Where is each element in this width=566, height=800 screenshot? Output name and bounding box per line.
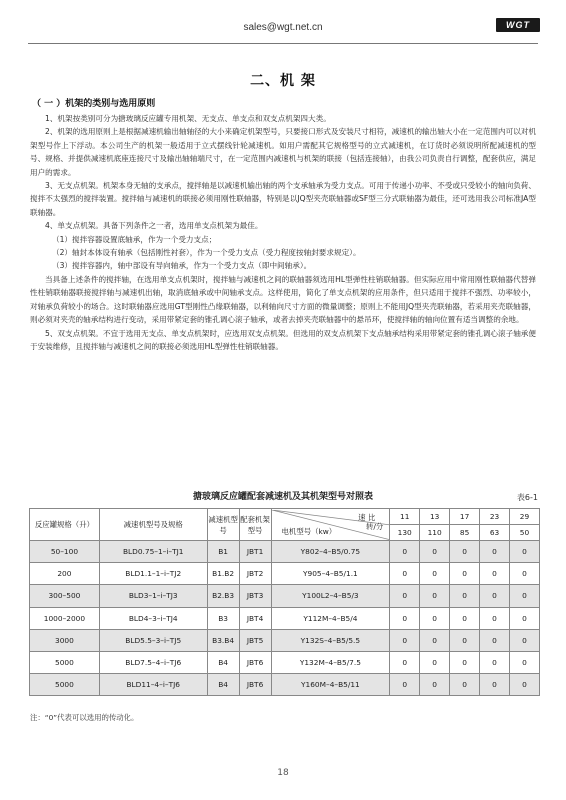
value-cell: 0 bbox=[480, 607, 510, 629]
value-cell: 0 bbox=[480, 629, 510, 651]
tank-cell: 5000 bbox=[30, 651, 100, 673]
reducer-type-cell: B2.B3 bbox=[207, 585, 239, 607]
table-row bbox=[30, 674, 540, 696]
value-cell: 0 bbox=[420, 674, 450, 696]
value-cell: 0 bbox=[390, 541, 420, 563]
section-heading: （ 一 ）机架的类别与选用原则 bbox=[32, 99, 156, 109]
ratio-cell: 17 bbox=[450, 509, 480, 525]
header-ratio: 速 比 bbox=[358, 512, 376, 522]
paragraph: 当具备上述条件的搅拌轴，在选用单支点机架时，搅拌轴与减速机之间的联轴器须选用HL型弹性柱销联轴器。但实际应用中常用刚性联轴器代替弹性柱销联轴器联接搅拌轴与减速机出轴，取消底轴承或中间轴承支点。这样使用，简化了单支点机架的应用条件，但只适用于搅拌不强烈、功率较小，对轴承负荷较小的场合。这时联轴器应选用GT型刚性凸缘联轴器，以利轴向尺寸方面的微量调整；原则上不能用JQ型夹壳联轴器，若采用夹壳联轴器，则必须对夹壳的轴承结构进行变动，采用带紧定套的锥孔调心滚子轴承，或者去掉夹壳联轴器中的悬吊环，使搅拌轴的轴向位置有适当调整的余地。 bbox=[30, 274, 536, 325]
table-row bbox=[30, 607, 540, 629]
condition-item: （2）轴封本体设有轴承（包括刚性衬套），作为一个受力支点（受力程度按轴封要求规定）。 bbox=[52, 248, 361, 258]
value-cell: 0 bbox=[390, 651, 420, 673]
value-cell: 0 bbox=[450, 651, 480, 673]
value-cell: 0 bbox=[390, 563, 420, 585]
page-number: 18 bbox=[277, 768, 289, 778]
motor-cell: Y112M–4–B5/4 bbox=[271, 607, 390, 629]
chapter-title: 二、机 架 bbox=[250, 73, 316, 89]
value-cell: 0 bbox=[390, 674, 420, 696]
frame-selection-table bbox=[29, 508, 540, 696]
reducer-cell: BLD1.1–1–i–TJ2 bbox=[99, 563, 207, 585]
value-cell: 0 bbox=[480, 585, 510, 607]
ratio-cell: 23 bbox=[480, 509, 510, 525]
tank-cell: 1000–2000 bbox=[30, 607, 100, 629]
speed-cell: 110 bbox=[420, 525, 450, 541]
value-cell: 0 bbox=[420, 629, 450, 651]
value-cell: 0 bbox=[510, 607, 540, 629]
value-cell: 0 bbox=[510, 585, 540, 607]
condition-item: （3）搅拌容器内，轴中部设有导向轴承，作为一个受力支点（即中间轴承）。 bbox=[52, 261, 312, 271]
condition-item: （1）搅拌容器设置底轴承，作为一个受力支点； bbox=[52, 234, 217, 244]
value-cell: 0 bbox=[420, 607, 450, 629]
table-row bbox=[30, 541, 540, 563]
paragraph: 1、机架按类别可分为搪玻璃反应罐专用机架、无支点、单支点和双支点机架四大类。 bbox=[45, 114, 331, 123]
reducer-cell: BLD3–1–i–TJ3 bbox=[99, 585, 207, 607]
value-cell: 0 bbox=[450, 541, 480, 563]
value-cell: 0 bbox=[390, 607, 420, 629]
value-cell: 0 bbox=[510, 651, 540, 673]
frame-cell: JBT4 bbox=[239, 607, 271, 629]
header-motor: 电机型号（kw） bbox=[281, 526, 337, 536]
frame-cell: JBT2 bbox=[239, 563, 271, 585]
speed-cell: 130 bbox=[390, 525, 420, 541]
ratio-cell: 13 bbox=[420, 509, 450, 525]
header-tank-size: 反应罐规格（升） bbox=[30, 509, 100, 541]
table-note: 注：“0”代表可以选用的传动化。 bbox=[30, 713, 139, 722]
header-reducer-type: 减速机型号 bbox=[207, 509, 239, 541]
value-cell: 0 bbox=[450, 585, 480, 607]
value-cell: 0 bbox=[480, 541, 510, 563]
reducer-cell: BLD5.5–3–i–TJ5 bbox=[99, 629, 207, 651]
frame-cell: JBT5 bbox=[239, 629, 271, 651]
header-email: sales@wgt.net.cn bbox=[243, 22, 323, 33]
frame-cell: JBT3 bbox=[239, 585, 271, 607]
value-cell: 0 bbox=[390, 585, 420, 607]
value-cell: 0 bbox=[450, 674, 480, 696]
value-cell: 0 bbox=[510, 629, 540, 651]
speed-cell: 50 bbox=[510, 525, 540, 541]
reducer-cell: BLD4–3–i–TJ4 bbox=[99, 607, 207, 629]
reducer-type-cell: B4 bbox=[207, 651, 239, 673]
value-cell: 0 bbox=[450, 563, 480, 585]
reducer-cell: BLD11–4–i–TJ6 bbox=[99, 674, 207, 696]
value-cell: 0 bbox=[480, 563, 510, 585]
value-cell: 0 bbox=[510, 563, 540, 585]
reducer-type-cell: B1.B2 bbox=[207, 563, 239, 585]
motor-cell: Y132S–4–B5/5.5 bbox=[271, 629, 390, 651]
paragraph: 2、机架的选用原则上是根据减速机输出轴轴径的大小来确定机架型号，只要接口形式及安装尺寸相符，减速机的输出轴大小在一定范围内可以对机架型号作上下浮动。本公司生产的机架一般适用于立式摆线针轮减速机。如用户需配其它规格型号的立式减速机，在订货时必须说明所配减速机的型号、规格、并提供减速机底座连接尺寸及输出轴轴端尺寸，在一定范围内减速机与机架的联接（包括连接轴），由我公司负责自行调整，配套供应，满足用户的需求。 bbox=[30, 127, 536, 177]
reducer-type-cell: B3 bbox=[207, 607, 239, 629]
body-text bbox=[30, 112, 536, 353]
reducer-cell: BLD0.75–1–i–TJ1 bbox=[99, 541, 207, 563]
table-row bbox=[30, 563, 540, 585]
motor-cell: Y802–4–B5/0.75 bbox=[271, 541, 390, 563]
value-cell: 0 bbox=[510, 674, 540, 696]
frame-cell: JBT6 bbox=[239, 651, 271, 673]
value-cell: 0 bbox=[510, 541, 540, 563]
motor-cell: Y160M–4–B5/11 bbox=[271, 674, 390, 696]
paragraph: 5、双支点机架。不宜于选用无支点、单支点机架时，应选用双支点机架。但选用的双支点机架下支点轴承结构采用带紧定套的锥孔调心滚子轴承便于安装维修，且搅拌轴与减速机之间的联接必须选用HL型弹性柱销联轴器。 bbox=[30, 328, 536, 351]
value-cell: 0 bbox=[420, 563, 450, 585]
motor-cell: Y905–4–B5/1.1 bbox=[271, 563, 390, 585]
value-cell: 0 bbox=[420, 651, 450, 673]
value-cell: 0 bbox=[450, 629, 480, 651]
header-frame-type: 配套机架型号 bbox=[239, 509, 271, 541]
brand-logo: WGT bbox=[496, 18, 540, 32]
motor-cell: Y132M–4–B5/7.5 bbox=[271, 651, 390, 673]
reducer-type-cell: B3.B4 bbox=[207, 629, 239, 651]
header-reducer-model: 减速机型号及规格 bbox=[99, 509, 207, 541]
table-number: 表6-1 bbox=[516, 493, 538, 502]
value-cell: 0 bbox=[420, 585, 450, 607]
table-row bbox=[30, 629, 540, 651]
header-rule bbox=[28, 43, 538, 44]
value-cell: 0 bbox=[480, 651, 510, 673]
speed-cell: 63 bbox=[480, 525, 510, 541]
header-diagonal-cell bbox=[271, 509, 390, 541]
tank-cell: 300–500 bbox=[30, 585, 100, 607]
tank-cell: 5000 bbox=[30, 674, 100, 696]
reducer-type-cell: B4 bbox=[207, 674, 239, 696]
value-cell: 0 bbox=[420, 541, 450, 563]
value-cell: 0 bbox=[390, 629, 420, 651]
tank-cell: 3000 bbox=[30, 629, 100, 651]
header-speed: 转/分 bbox=[365, 521, 384, 531]
reducer-cell: BLD7.5–4–i–TJ6 bbox=[99, 651, 207, 673]
ratio-cell: 29 bbox=[510, 509, 540, 525]
tank-cell: 50–100 bbox=[30, 541, 100, 563]
value-cell: 0 bbox=[450, 607, 480, 629]
frame-cell: JBT6 bbox=[239, 674, 271, 696]
table-title: 搪玻璃反应罐配套减速机及其机架型号对照表 bbox=[192, 492, 373, 502]
paragraph: 3、无支点机架。机架本身无轴的支承点，搅拌轴是以减速机输出轴的两个支承轴承为受力支点。可用于传递小功率、不受或只受较小的轴向负荷、搅拌不太强烈的搅拌装置。搅拌轴与减速机的联接必须用刚性联轴器，特别是以JQ型夹壳联轴器或SF型三分式联轴器为最佳，还可选用我公司标准JA型联轴器。 bbox=[30, 181, 536, 217]
value-cell: 0 bbox=[480, 674, 510, 696]
tank-cell: 200 bbox=[30, 563, 100, 585]
motor-cell: Y100L2–4–B5/3 bbox=[271, 585, 390, 607]
table-row bbox=[30, 585, 540, 607]
reducer-type-cell: B1 bbox=[207, 541, 239, 563]
table-row bbox=[30, 651, 540, 673]
ratio-cell: 11 bbox=[390, 509, 420, 525]
paragraph: 4、单支点机架。具备下列条件之一者，选用单支点机架为最佳。 bbox=[45, 221, 263, 231]
frame-cell: JBT1 bbox=[239, 541, 271, 563]
speed-cell: 85 bbox=[450, 525, 480, 541]
